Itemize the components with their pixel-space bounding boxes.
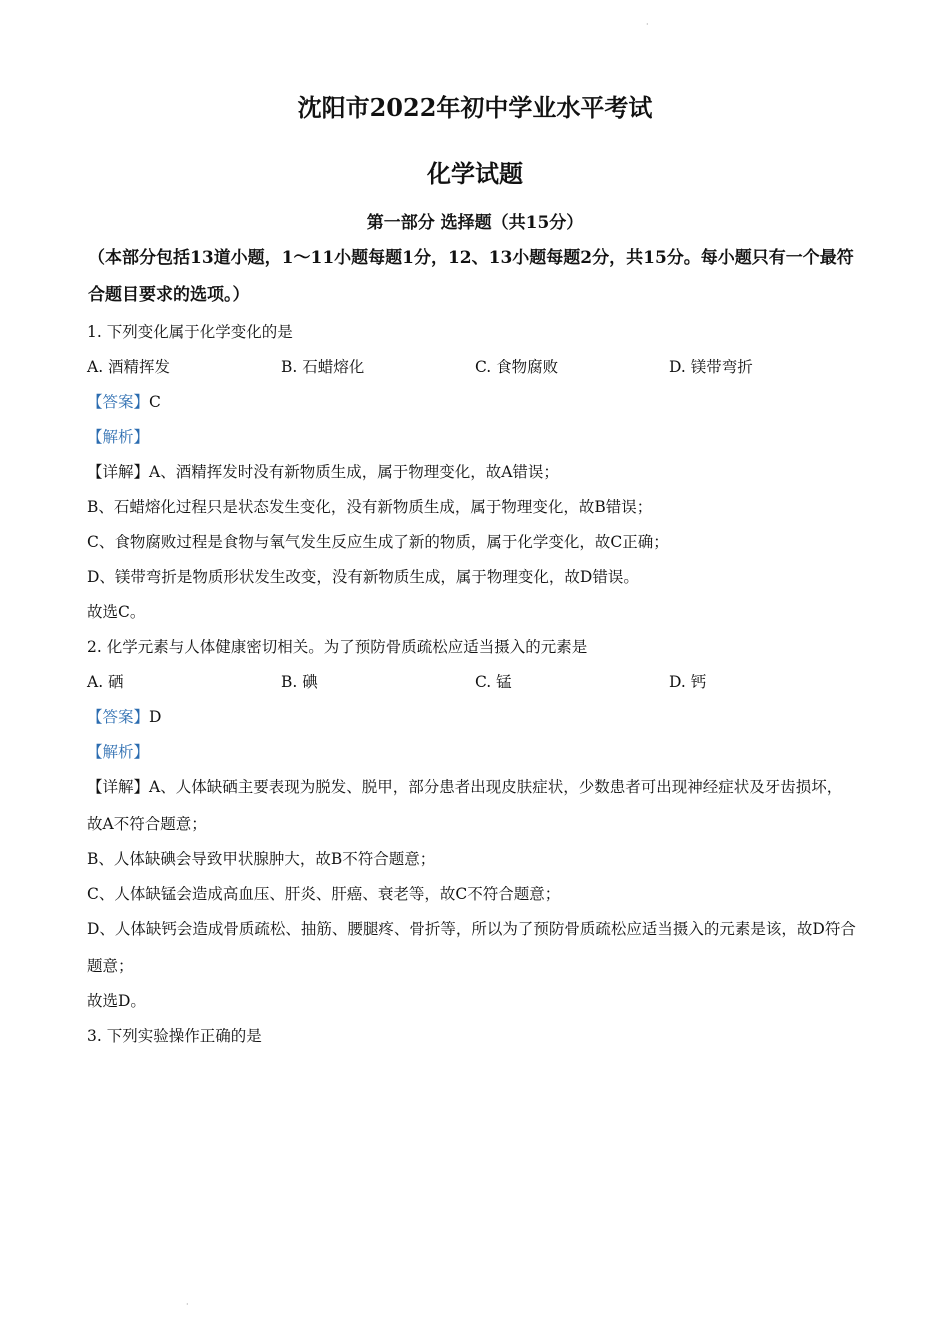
detail-label: 【详解】	[87, 778, 150, 796]
q1-option-b: B. 石蜡熔化	[281, 358, 365, 376]
q2-stem: 2. 化学元素与人体健康密切相关。为了预防骨质疏松应适当摄入的元素是	[87, 638, 588, 656]
q1-option-d: D. 镁带弯折	[669, 358, 753, 376]
q3-stem: 3. 下列实验操作正确的是	[87, 1027, 262, 1045]
q1-stem: 1. 下列变化属于化学变化的是	[87, 323, 293, 341]
answer-label: 【答案】	[87, 393, 150, 411]
q2-option-a: A. 硒	[87, 673, 124, 691]
q2-analysis-line	[87, 741, 867, 763]
section-instructions: （本部分包括13道小题，1～11小题每题1分，12、13小题每题2分，共15分。每小题只有一个最符合题目要求的选项。）	[88, 248, 854, 305]
q2-answer: D	[149, 708, 162, 726]
q1-conclusion: 故选C。	[87, 603, 146, 621]
q1-detail-a	[87, 461, 867, 483]
q2-detail-c: C、人体缺锰会造成高血压、肝炎、肝癌、衰老等，故C不符合题意；	[87, 885, 561, 903]
q2-option-d: D. 钙	[669, 673, 707, 691]
q1-option-c: C. 食物腐败	[475, 358, 559, 376]
section-heading: 第一部分 选择题（共15分）	[366, 213, 584, 233]
detail-label: 【详解】	[87, 463, 150, 481]
page-mark: ·	[646, 20, 649, 29]
q2-detail-b: B、人体缺碘会导致甲状腺肿大，故B不符合题意；	[87, 850, 436, 868]
answer-label: 【答案】	[87, 708, 150, 726]
q1-answer-line	[87, 391, 867, 413]
q1-answer: C	[149, 393, 161, 411]
analysis-label: 【解析】	[87, 743, 150, 761]
q2-detail-a-text: A、人体缺硒主要表现为脱发、脱甲，部分患者出现皮肤症状，少数患者可出现神经症状及牙齿损坏，故A不符合题意；	[87, 778, 843, 833]
exam-subtitle: 化学试题	[427, 159, 523, 188]
q1-option-a: A. 酒精挥发	[87, 358, 171, 376]
q2-option-b: B. 碘	[281, 673, 318, 691]
q1-detail-d: D、镁带弯折是物质形状发生改变，没有新物质生成，属于物理变化，故D错误。	[87, 568, 639, 586]
q2-detail-a	[87, 769, 857, 843]
q2-detail-d: D、人体缺钙会造成骨质疏松、抽筋、腰腿疼、骨折等，所以为了预防骨质疏松应适当摄入的元素是该，故D符合题意；	[87, 920, 856, 975]
q2-answer-line	[87, 706, 867, 728]
q1-detail-a-text: A、酒精挥发时没有新物质生成，属于物理变化，故A错误；	[149, 463, 559, 481]
q2-conclusion: 故选D。	[87, 992, 146, 1010]
exam-title: 沈阳市2022年初中学业水平考试	[297, 93, 653, 122]
page-mark-bottom: ·	[186, 1300, 189, 1309]
q2-option-c: C. 锰	[475, 673, 512, 691]
analysis-label: 【解析】	[87, 428, 150, 446]
q1-detail-b: B、石蜡熔化过程只是状态发生变化，没有新物质生成，属于物理变化，故B错误；	[87, 498, 653, 516]
q1-detail-c: C、食物腐败过程是食物与氧气发生反应生成了新的物质，属于化学变化，故C正确；	[87, 533, 669, 551]
q1-analysis-line	[87, 426, 867, 448]
